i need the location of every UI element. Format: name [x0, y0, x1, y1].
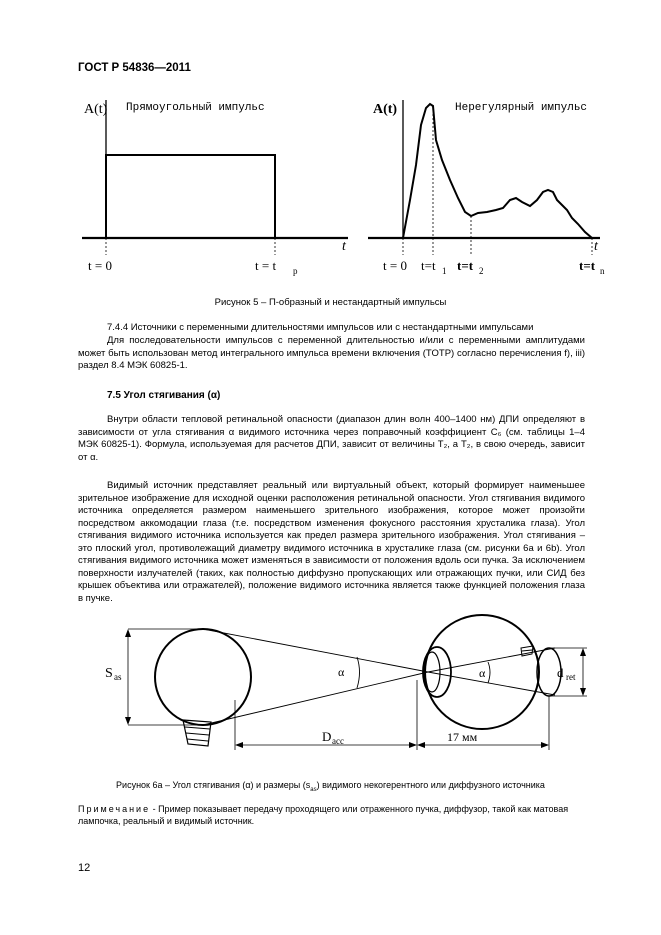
label-s: S [105, 666, 113, 681]
figure6a-caption-end: ) видимого некогерентного или диффузного источника [316, 780, 545, 790]
left-axis-x-label: t [342, 239, 346, 254]
right-tick-2: t=t [457, 258, 474, 273]
figure5-left-panel [82, 100, 348, 276]
figure6a-caption [0, 780, 661, 793]
left-tick-start: t = 0 [88, 258, 112, 273]
label-d: D [322, 729, 332, 744]
left-title: Прямоугольный импульс [126, 102, 265, 114]
page-number: 12 [78, 862, 91, 874]
right-tick-0: t = 0 [383, 258, 407, 273]
label-d-sub: acc [332, 736, 344, 746]
section-75-paragraph-2: Видимый источник представляет реальный или виртуальный объект, который формирует наименьшее зрительное изображение для исходной оценки расположения ретинальной опасности. Угол стягивания видимого источника определяется размером наименьшего зрительного изображения, которое может произойти посредством аккомодации глаза (т.е. посредством изменения фокусного расстояния хрусталика глаза). Угол стягивания видимого источника используется как предел размера зрительного изображения. Угол стягивания – это плоский угол, противолежащий диаметру видимого источника в хрусталике глаза (см. рисунки 6a и 6b). Угол стягивания видимого источника может изменяться в зависимости от положения вдоль оси пучка. За исключением поверхности излучателей (таких, как полностью диффузно пропускающих или отражающих пучки, или СИД без крышек объектива или отражателей), положение видимого источника является также функцией положения глаза в пучке. [78, 480, 585, 604]
right-tick-1: t=t [421, 258, 436, 273]
label-dret: d [557, 665, 564, 680]
document-header: ГОСТ Р 54836—2011 [78, 62, 191, 74]
figure6a-diagram [105, 615, 587, 750]
irregular-pulse-curve [403, 104, 592, 238]
right-tick-n: t=t [579, 258, 596, 273]
note-text: - Пример показывает передачу проходящего или отраженного пучка, диффузор, такой как матовая лампочка, реальный и видимый источник. [78, 804, 569, 826]
section-744-paragraph: Для последовательности импульсов с переменной длительностью и/или с переменными амплитудами может быть использован метод интегрального импульса времени включения (TOTP) согласно перечисления f), iii) раздел 8.4 МЭК 60825-1. [78, 335, 585, 371]
label-alpha-left: α [338, 665, 345, 679]
right-axis-y-label: A(t) [373, 102, 398, 117]
label-s-sub: as [114, 672, 122, 682]
note-label: Примечание [78, 804, 151, 814]
note-block [78, 803, 588, 827]
label-dret-sub: ret [566, 672, 576, 682]
left-axis-y-label: A(t) [84, 102, 108, 117]
right-title: Нерегулярный импульс [455, 102, 588, 114]
right-axis-x-label: t [594, 239, 598, 254]
section-75-heading: 7.5 Угол стягивания (α) [107, 390, 221, 401]
right-tick-2-sub: 2 [479, 266, 484, 276]
figure6a-caption-start: Рисунок 6a – Угол стягивания (α) и размеры (s [116, 780, 311, 790]
left-tick-end: t = t [255, 258, 277, 273]
right-tick-n-sub: n [600, 266, 605, 276]
label-alpha-right: α [479, 666, 486, 680]
figure5-caption: Рисунок 5 – П-образный и нестандартный импульсы [214, 297, 447, 308]
section-75-paragraph-1: Внутри области тепловой ретинальной опасности (диапазон длин волн 400–1400 нм) ДПИ определяют в зависимости от угла стягивания α видимого источника через поправочный коэффициент C₆ (см. таблицы 1–4 МЭК 60825-1). Формула, используемая для расчетов ДПИ, зависит от величины T₂, а T₂, в свою очередь, зависит от α. [78, 414, 585, 463]
right-tick-1-sub: 1 [442, 266, 447, 276]
figure5-right-panel [368, 100, 605, 276]
left-tick-end-sub: p [293, 266, 298, 276]
figure6a-caption-sub: as [310, 786, 317, 793]
label-17mm: 17 мм [447, 730, 478, 744]
section-744-title: 7.4.4 Источники с переменными длительностями импульсов или с нестандартными импульсами [107, 322, 534, 333]
